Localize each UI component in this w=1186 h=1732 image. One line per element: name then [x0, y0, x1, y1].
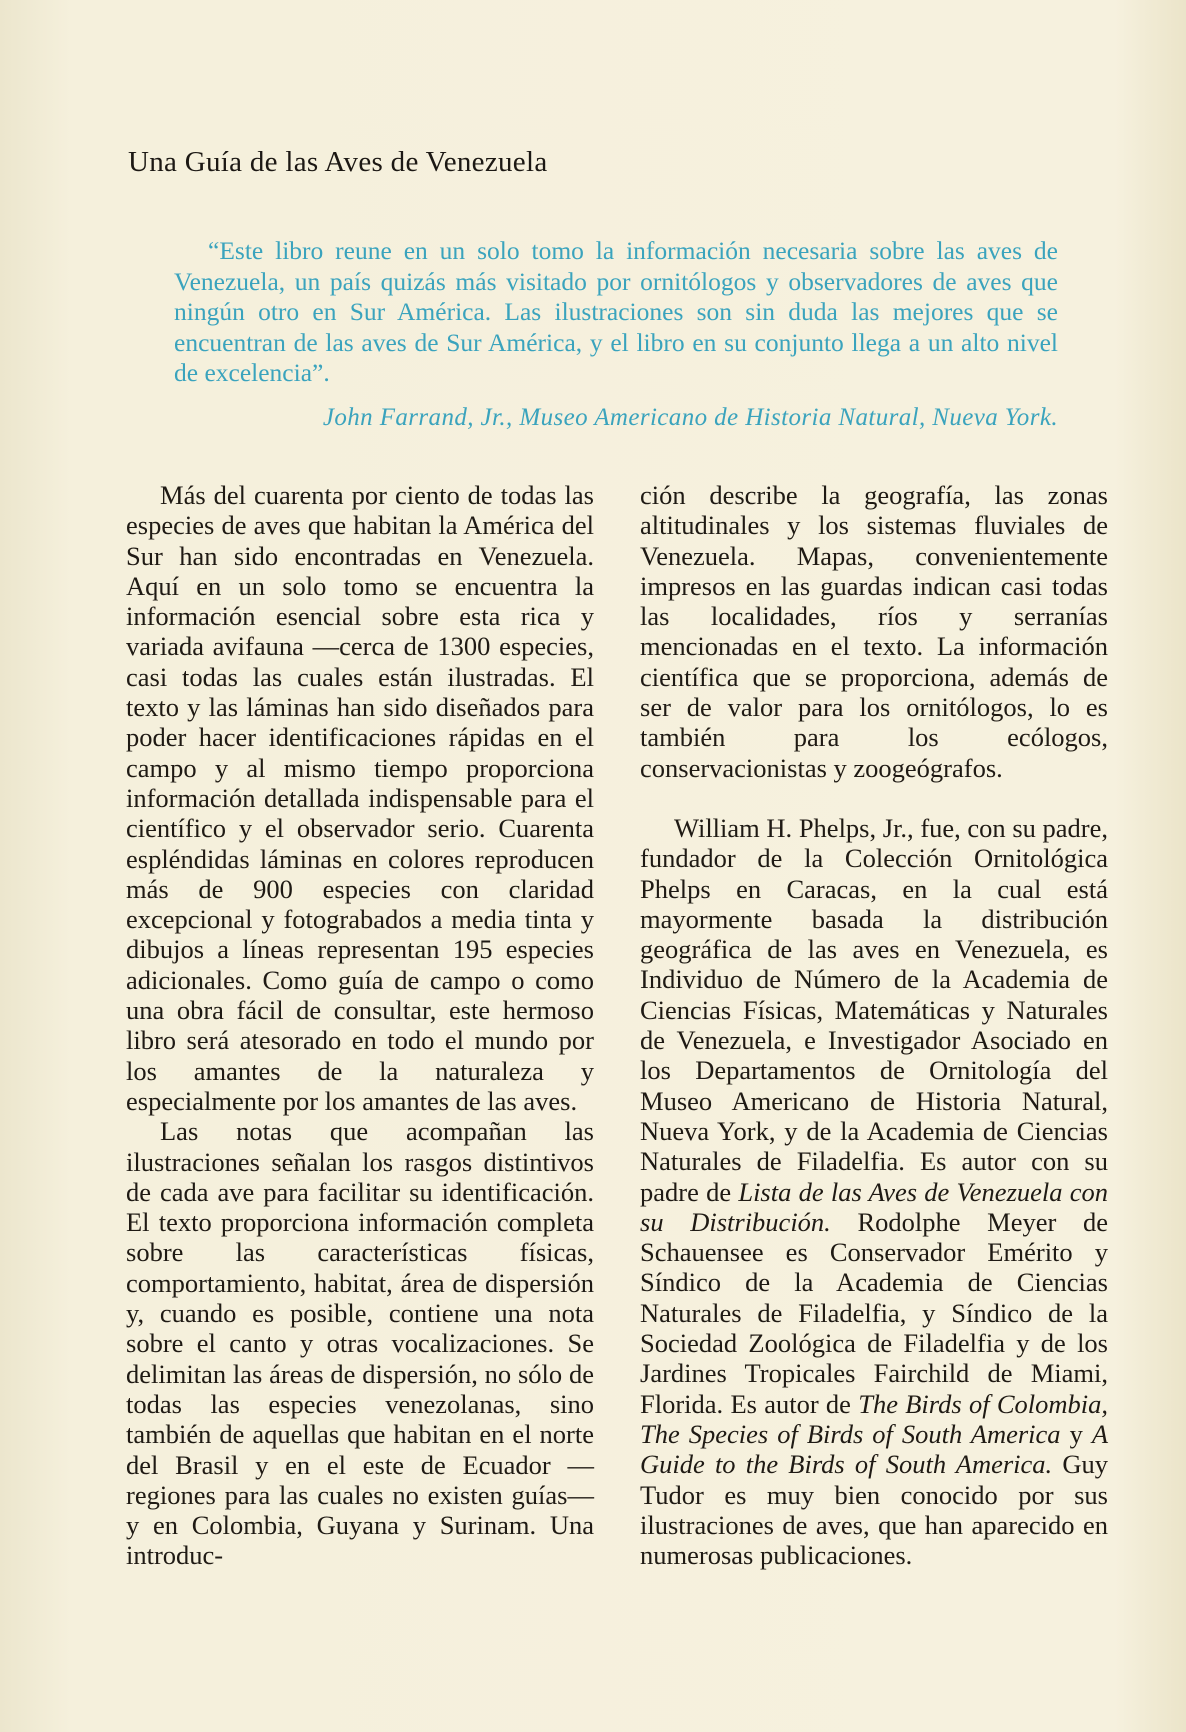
right-paragraph-2 [640, 813, 1108, 1570]
page-title: Una Guía de las Aves de Venezuela [128, 146, 548, 178]
authors-text-c: y [1060, 1418, 1092, 1449]
book-title-guide: A Guide to the Birds of South America. [640, 1418, 1109, 1480]
authors-text-b: Rodolphe Meyer de Schauensee es Conservador Emérito y Síndico de la Academia de Ciencias Naturales de Filadelfia, y Síndico de la Sociedad Zoológica de Filadelfia y de los Jardines Tropicales Fairchild de Miami, Florida. Es autor de [640, 1206, 1108, 1419]
book-title-lista: Lista de las Aves de Venezuela con su Distribución. [640, 1176, 1108, 1237]
quote-attribution: John Farrand, Jr., Museo Americano de Historia Natural, Nueva York. [322, 404, 1058, 431]
left-paragraph-2: Las notas que acompañan las ilustraciones señalan los rasgos distintivos de cada ave para facilitar su identificación. El texto proporciona información completa sobre las características físicas, comportamiento, habitat, área de dispersión y, cuando es posible, contiene una nota sobre el canto y otras vocalizaciones. Se delimitan las áreas de dispersión, no sólo de todas las especies venezolanas, sino también de aquellas que habitan en el norte del Brasil y en el este de Ecuador —regiones para las cuales no existen guías— y en Colombia, Guyana y Surinam. Una introduc- [126, 1116, 594, 1571]
blurb-quote: “Este libro reune en un solo tomo la información necesaria sobre las aves de Venezuela, un país quizás más visitado por ornitólogos y observadores de aves que ningún otro en Sur América. Las ilustraciones son sin duda las mejores que se encuentran de las aves de Sur América, y el libro en su conjunto llega a un alto nivel de excelencia”. [174, 236, 1058, 387]
authors-text-d: Guy Tudor es muy bien conocido por sus ilustraciones de aves, que han aparecido en numerosas publicaciones. [640, 1449, 1108, 1571]
book-titles-birds: The Birds of Colombia, The Species of Birds of South America [640, 1388, 1108, 1449]
left-column [126, 480, 594, 1571]
authors-text-a: William H. Phelps, Jr., fue, con su padre, fundador de la Colección Ornitológica Phelps en Caracas, en la cual está mayormente basada la distribución geográfica de las aves en Venezuela, es Individuo de Número de la Academia de Ciencias Físicas, Matemáticas y Naturales de Venezuela, e Investigador Asociado en los Departamentos de Ornitología del Museo Americano de Historia Natural, Nueva York, y de la Academia de Ciencias Naturales de Filadelfia. Es autor con su padre de [640, 812, 1108, 1207]
left-paragraph-1: Más del cuarenta por ciento de todas las especies de aves que habitan la América del Sur han sido encontradas en Venezuela. Aquí en un solo tomo se encuentra la información esencial sobre esta rica y variada avifauna —cerca de 1300 especies, casi todas las cuales están ilustradas. El texto y las láminas han sido diseñados para poder hacer identificaciones rápidas en el campo y al mismo tiempo proporciona información detallada indispensable para el científico y el observador serio. Cuarenta espléndidas láminas en colores reproducen más de 900 especies con claridad excepcional y fotograbados a media tinta y dibujos a líneas representan 195 especies adicionales. Como guía de campo o como una obra fácil de consultar, este hermoso libro será atesorado en todo el mundo por los amantes de la naturaleza y especialmente por los amantes de las aves. [126, 480, 594, 1116]
right-column [640, 480, 1108, 1570]
right-paragraph-1: ción describe la geografía, las zonas altitudinales y los sistemas fluviales de Venezuela. Mapas, convenientemente impresos en las guardas indican casi todas las localidades, ríos y serranías mencionadas en el texto. La información científica que se proporciona, además de ser de valor para los ornitólogos, lo es también para los ecólogos, conservacionistas y zoogeógrafos. [640, 480, 1108, 783]
